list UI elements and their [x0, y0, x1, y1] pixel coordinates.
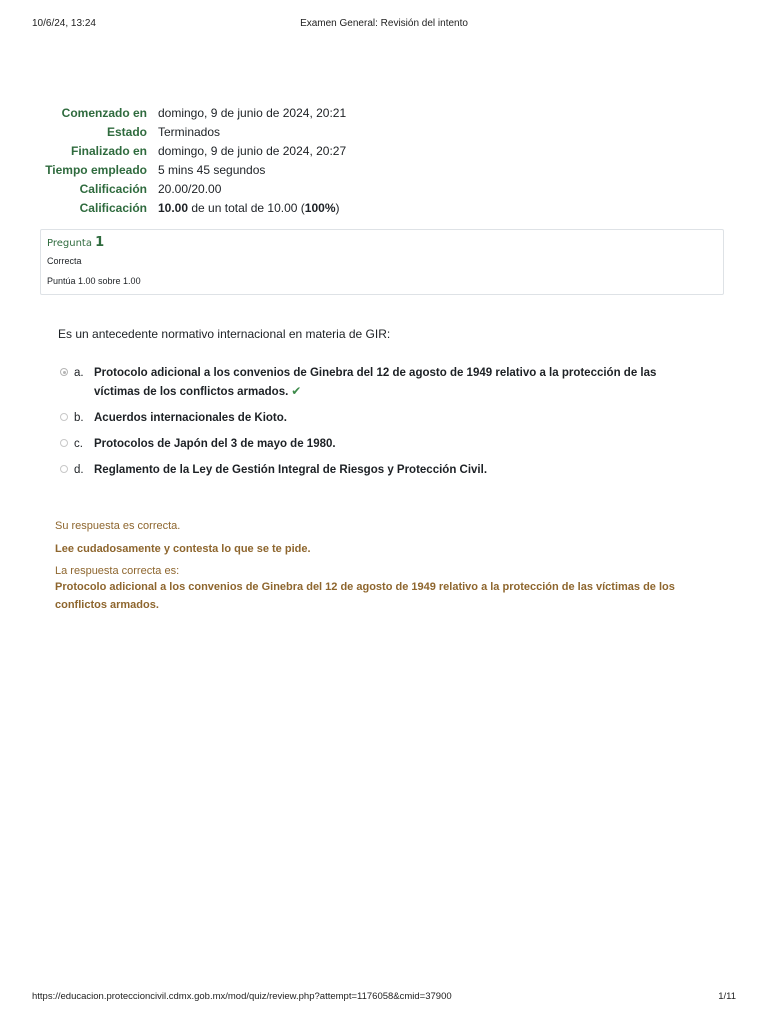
answer-option-b	[58, 409, 718, 427]
summary-value: 20.00/20.00	[158, 182, 222, 196]
answer-list	[58, 364, 718, 487]
summary-label: Estado	[106, 125, 147, 139]
summary-row	[40, 180, 346, 199]
radio-icon[interactable]	[60, 465, 68, 473]
summary-value: domingo, 9 de junio de 2024, 20:21	[158, 106, 347, 120]
feedback-panel	[55, 519, 715, 614]
answer-text: Protocolo adicional a los convenios de Ginebra del 12 de agosto de 1949 relativo a la protección de las víctimas de los conflictos armados.	[94, 367, 657, 398]
right-answer-text: Protocolo adicional a los convenios de Ginebra del 12 de agosto de 1949 relativo a la protección de las víctimas de los conflictos armados.	[55, 581, 675, 611]
summary-label: Comenzado en	[61, 106, 147, 120]
answer-text-wrap	[94, 364, 696, 401]
print-footer	[32, 991, 736, 1005]
question-grade: Puntúa 1.00 sobre 1.00	[47, 276, 141, 286]
question-number	[47, 236, 717, 251]
summary-label: Calificación	[79, 182, 147, 196]
attempt-summary-table	[40, 104, 346, 218]
question-info-box	[40, 229, 724, 295]
right-answer-label: La respuesta correcta es:	[55, 565, 180, 577]
print-page-number: 1/11	[718, 991, 736, 1002]
summary-label: Tiempo empleado	[45, 163, 147, 177]
answer-letter: c.	[74, 438, 83, 450]
answer-letter: d.	[74, 464, 84, 476]
summary-row	[40, 123, 346, 142]
question-number-label: Pregunta	[47, 238, 96, 249]
print-url: https://educacion.proteccioncivil.cdmx.gob.mx/mod/quiz/review.php?attempt=1176058&cmid=37900	[32, 991, 452, 1002]
answer-option-c	[58, 435, 718, 453]
question-text: Es un antecedente normativo internacional en materia de GIR:	[58, 327, 391, 341]
summary-row	[40, 199, 346, 218]
answer-letter: a.	[74, 367, 84, 379]
print-page-title: Examen General: Revisión del intento	[300, 18, 468, 29]
summary-value: domingo, 9 de junio de 2024, 20:27	[158, 144, 347, 158]
radio-icon[interactable]	[60, 413, 68, 421]
answer-option-d	[58, 461, 718, 479]
radio-icon[interactable]	[60, 439, 68, 447]
grade-total-text: de un total de 10.00 (	[188, 201, 305, 215]
summary-row	[40, 104, 346, 123]
answer-text: Reglamento de la Ley de Gestión Integral de Riesgos y Protección Civil.	[94, 464, 488, 476]
summary-row	[40, 142, 346, 161]
radio-selected-icon[interactable]	[60, 368, 68, 376]
print-header	[32, 18, 736, 32]
summary-row	[40, 161, 346, 180]
summary-value	[158, 199, 346, 218]
summary-label: Finalizado en	[70, 144, 147, 158]
print-datetime: 10/6/24, 13:24	[32, 18, 96, 29]
feedback-general: Lee cudadosamente y contesta lo que se te pide.	[55, 543, 311, 555]
grade-close-paren: )	[335, 201, 340, 215]
grade-score: 10.00	[158, 201, 189, 215]
question-number-value: 1	[95, 235, 105, 250]
answer-text: Acuerdos internacionales de Kioto.	[94, 412, 287, 424]
answer-text: Protocolos de Japón del 3 de mayo de 1980.	[94, 438, 336, 450]
answer-option-a	[58, 364, 718, 401]
summary-label: Calificación	[79, 201, 147, 215]
grade-percent: 100%	[304, 201, 336, 215]
summary-value: Terminados	[158, 125, 221, 139]
answer-letter: b.	[74, 412, 84, 424]
feedback-result: Su respuesta es correcta.	[55, 520, 181, 532]
summary-value: 5 mins 45 segundos	[158, 163, 266, 177]
question-state: Correcta	[47, 256, 82, 266]
check-icon: ✔	[291, 384, 302, 398]
